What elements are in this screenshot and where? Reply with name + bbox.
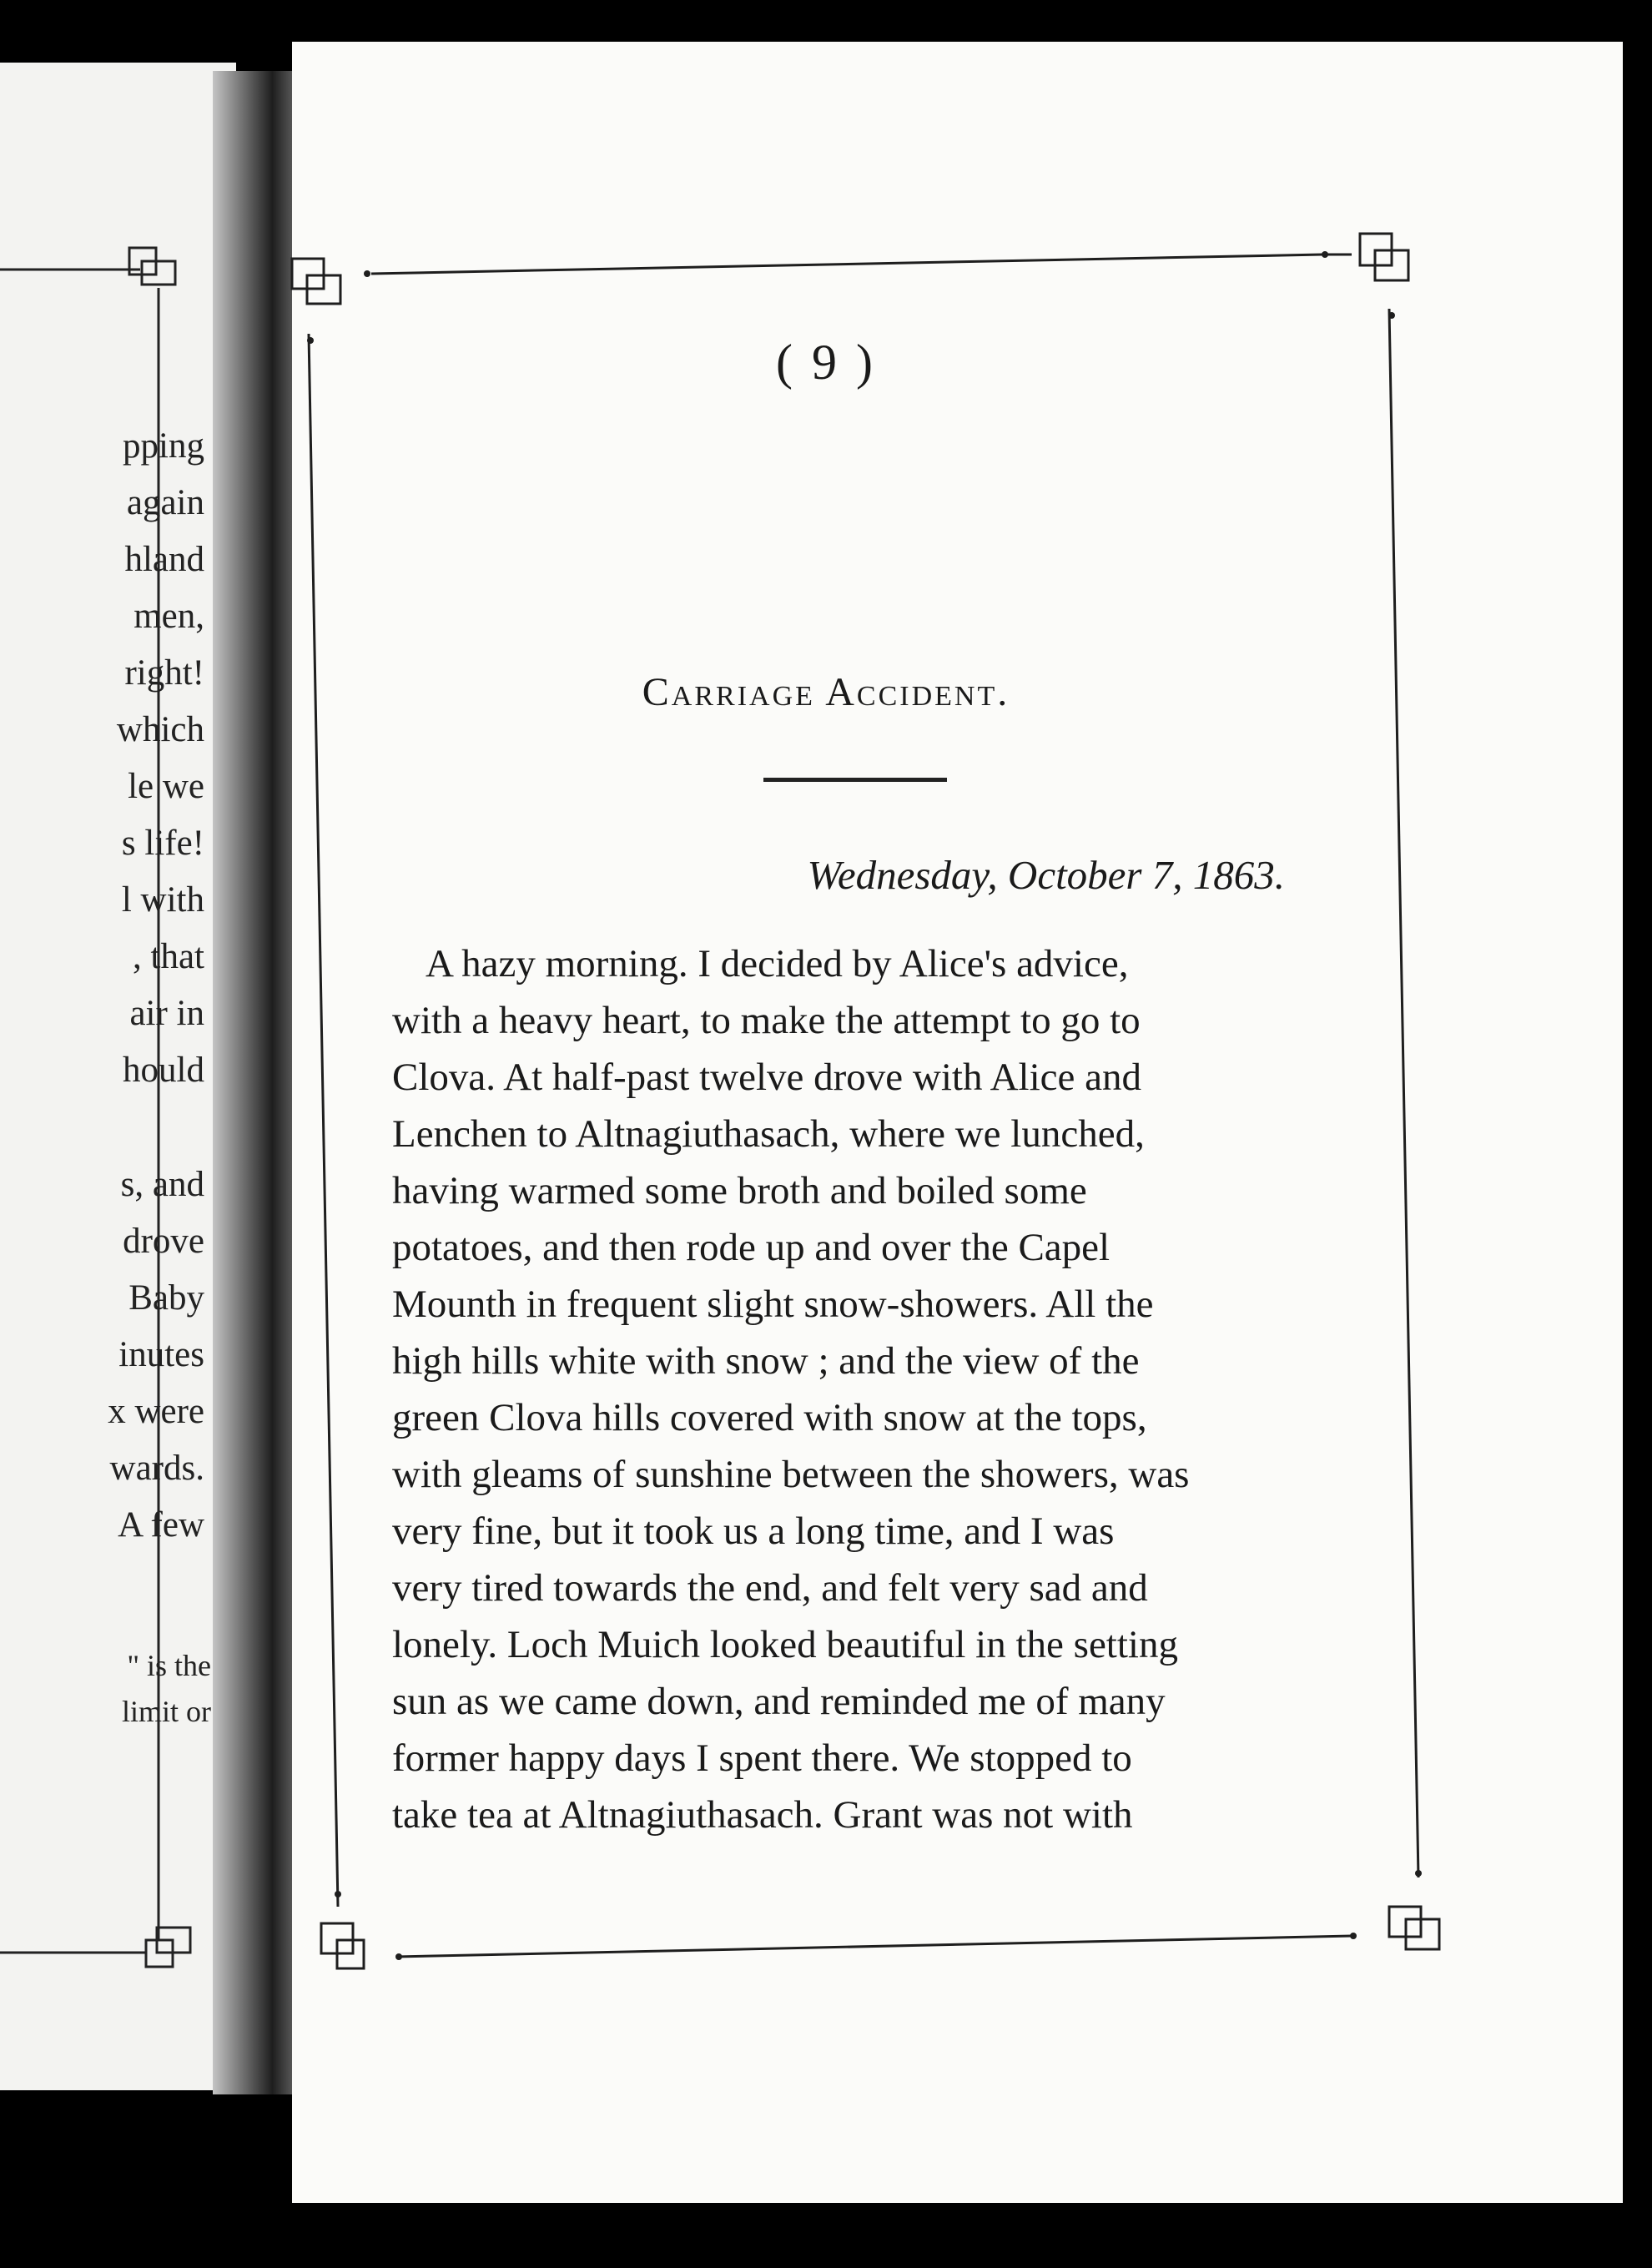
body-line: Mounth in frequent slight snow-showers. All the — [392, 1283, 1154, 1326]
body-line: sun as we came down, and reminded me of many — [392, 1680, 1166, 1723]
left-text-line: again — [126, 483, 204, 522]
body-line: Clova. At half-past twelve drove with Alice and — [392, 1056, 1142, 1099]
entry-dateline: Wednesday, October 7, 1863. — [807, 852, 1285, 898]
left-text-line: men, — [133, 597, 204, 636]
chapter-title: Carriage Accident. — [642, 670, 1010, 714]
body-line: having warmed some broth and boiled some — [392, 1169, 1087, 1212]
page-number: ( 9 ) — [776, 335, 876, 390]
left-text-line: which — [116, 710, 204, 749]
left-text-line: A few — [118, 1505, 204, 1545]
left-text-line: s life! — [121, 824, 204, 863]
left-footnote-line: limit or — [122, 1695, 211, 1728]
left-text-line: Baby — [128, 1278, 204, 1318]
left-text-line: drove — [123, 1222, 204, 1261]
body-line: with gleams of sunshine between the showers, was — [392, 1453, 1190, 1496]
body-line: very tired towards the end, and felt very sad and — [392, 1566, 1148, 1610]
body-line: potatoes, and then rode up and over the Capel — [392, 1226, 1111, 1269]
left-footnote-line: " is the — [127, 1649, 211, 1682]
body-line: with a heavy heart, to make the attempt to go to — [392, 999, 1141, 1042]
left-text-line: hland — [124, 540, 204, 579]
body-line: former happy days I spent there. We stopped to — [392, 1736, 1132, 1780]
corner-ornament-bottom-left — [321, 1923, 364, 1968]
body-line: lonely. Loch Muich looked beautiful in the setting — [392, 1623, 1178, 1666]
body-line: Lenchen to Altnagiuthasach, where we lunched, — [392, 1112, 1145, 1156]
body-line: green Clova hills covered with snow at the tops, — [392, 1396, 1147, 1439]
title-divider — [763, 778, 947, 782]
corner-ornament-top-left — [292, 259, 340, 304]
body-line: very fine, but it took us a long time, and I was — [392, 1509, 1115, 1553]
body-line: high hills white with snow ; and the view of the — [392, 1339, 1140, 1383]
left-text-line: l with — [121, 880, 204, 920]
left-text-line: s, and — [120, 1165, 204, 1204]
left-text-line: pping — [123, 426, 204, 466]
body-line: A hazy morning. I decided by Alice's advice, — [426, 942, 1129, 985]
body-line: take tea at Altnagiuthasach. Grant was not with — [392, 1793, 1133, 1837]
left-text-line: right! — [124, 653, 204, 693]
left-text-line: air in — [129, 994, 204, 1033]
corner-ornament-bottom-right — [1389, 1907, 1439, 1949]
left-text-line: inutes — [118, 1335, 204, 1374]
left-text-line: wards. — [109, 1449, 204, 1488]
left-text-line: , that — [133, 937, 204, 976]
left-text-line: x were — [108, 1392, 204, 1431]
left-text-line: le we — [128, 767, 204, 806]
corner-ornament-top-right — [1360, 234, 1408, 280]
left-text-line: hould — [123, 1051, 204, 1090]
